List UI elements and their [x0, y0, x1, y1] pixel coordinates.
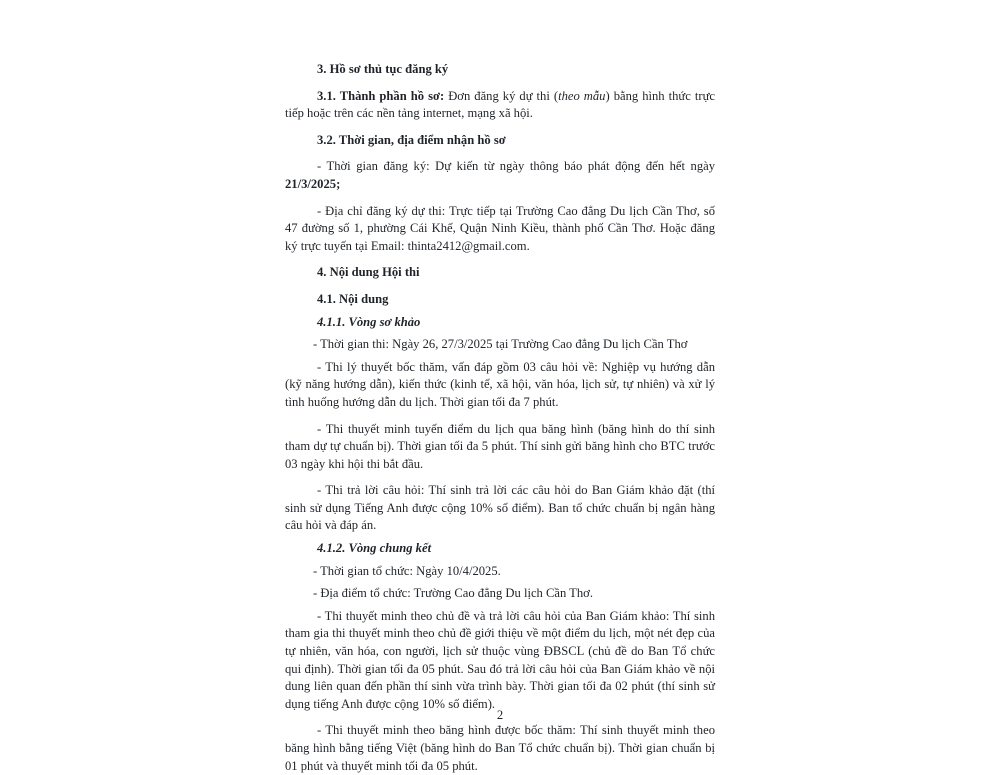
round-2-item: - Thi thuyết minh theo băng hình được bốc thăm: Thí sinh thuyết minh theo băng hình bằng tiếng Việt (băng hình do Ban Tổ chức chuẩn bị). Thời gian chuẩn bị 01 phút và thuyết minh tối đa 05 phút.: [285, 723, 715, 773]
document-content: [285, 61, 715, 775]
registration-place-paragraph: - Địa chỉ đăng ký dự thi: Trực tiếp tại Trường Cao đẳng Du lịch Cần Thơ, số 47 đường số 1, phường Cái Khế, Quận Ninh Kiều, thành phố Cần Thơ. Hoặc đăng ký trực tuyến tại Email: thinta2412@gmail.com.: [285, 203, 715, 253]
section-3-2-heading: 3.2. Thời gian, địa điểm nhận hồ sơ: [317, 132, 506, 147]
round-1-item: - Thi lý thuyết bốc thăm, vấn đáp gồm 03 câu hỏi về: Nghiệp vụ hướng dẫn (kỹ năng hướng dẫn), kiến thức (kinh tế, xã hội, văn hóa, lịch sử, tự nhiên) và xử lý tình huống hướng dẫn du lịch. Thời gian tối đa 7 phút.: [285, 359, 715, 409]
round-2-heading: 4.1.2. Vòng chung kết: [317, 541, 432, 556]
section-3-1-text-a: Đơn đăng ký dự thi (: [444, 88, 559, 103]
section-3-heading: 3. Hồ sơ thủ tục đăng ký: [317, 62, 449, 76]
registration-time-text: - Thời gian đăng ký: Dự kiến từ ngày thông báo phát động đến hết ngày: [317, 159, 715, 174]
section-3-1-text-b: ) bằng hình thức trực tiếp hoặc trên các nền tảng internet, mạng xã hội.: [285, 88, 715, 121]
section-3-1-italic: theo mẫu: [558, 88, 606, 103]
section-4-1-heading: 4.1. Nội dung: [317, 291, 389, 306]
section-3-1-paragraph: [285, 88, 715, 123]
page-number: 2: [496, 708, 504, 722]
section-3-1-label: 3.1. Thành phần hồ sơ:: [317, 88, 445, 103]
round-2-item: - Địa điểm tổ chức: Trường Cao đẳng Du lịch Cần Thơ.: [313, 586, 593, 601]
section-4-heading: 4. Nội dung Hội thi: [317, 265, 420, 280]
round-1-item: - Thời gian thi: Ngày 26, 27/3/2025 tại Trường Cao đẳng Du lịch Cần Thơ: [313, 337, 688, 352]
round-1-item: - Thi thuyết minh tuyến điểm du lịch qua băng hình (băng hình do thí sinh tham dự tự chuẩn bị). Thời gian tối đa 5 phút. Thí sinh gửi băng hình cho BTC trước 03 ngày khi hội thi bắt đầu.: [285, 421, 715, 471]
round-2-item: - Thi thuyết minh theo chủ đề và trả lời câu hỏi của Ban Giám khảo: Thí sinh tham gia thi thuyết minh theo chủ đề giới thiệu về một điểm du lịch, một nét đẹp của tự nhiên, văn hóa, con người, lịch sử thuộc vùng ĐBSCL (chủ đề do Ban Tổ chức qui định). Thời gian tối đa 05 phút. Sau đó trả lời câu hỏi của Ban Giám khảo về nội dung liên quan đến phần thí sinh vừa trình bày. Thời gian tối đa 02 phút (thí sinh sử dụng tiếng Anh được cộng 10% số điểm).: [285, 608, 715, 711]
round-1-item: - Thi trả lời câu hỏi: Thí sinh trả lời các câu hỏi do Ban Giám khảo đặt (thí sinh sử dụng Tiếng Anh được cộng 10% số điểm). Ban tổ chức chuẩn bị ngân hàng câu hỏi và đáp án.: [285, 483, 715, 533]
round-1-heading: 4.1.1. Vòng sơ khảo: [317, 314, 421, 329]
round-2-item: - Thời gian tổ chức: Ngày 10/4/2025.: [313, 563, 501, 578]
registration-time-paragraph: [285, 158, 715, 193]
registration-deadline: 21/3/2025;: [285, 176, 341, 191]
